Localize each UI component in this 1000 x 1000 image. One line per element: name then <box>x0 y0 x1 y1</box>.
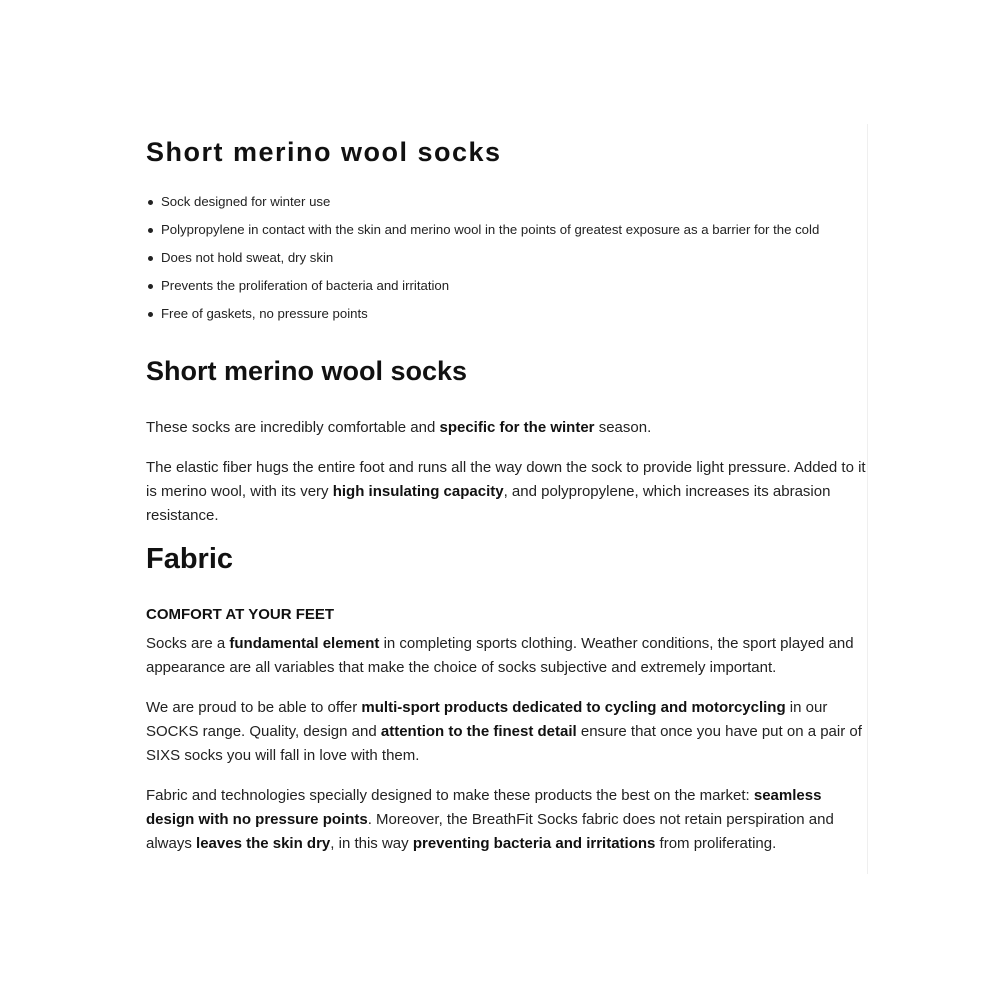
feature-text: Free of gaskets, no pressure points <box>161 306 368 321</box>
fabric-paragraph-1 <box>146 632 868 680</box>
emphasis-text: specific for the winter <box>439 419 595 436</box>
text-run: ensure that once you have put on a pair of SIXS socks you will fall in love with them. <box>146 723 862 764</box>
feature-item <box>146 190 819 218</box>
text-run: Socks are a <box>146 635 230 652</box>
section-heading-fabric: Fabric <box>146 543 234 575</box>
description-paragraph-2 <box>146 456 868 528</box>
text-run: , and polypropylene, which increases its abrasion resistance. <box>146 483 831 524</box>
section-heading-description: Short merino wool socks <box>146 356 468 386</box>
feature-item <box>146 246 819 274</box>
text-run: Fabric and technologies specially designed to make these products the best on the market: <box>146 787 754 804</box>
emphasis-text: high insulating capacity <box>332 483 504 500</box>
feature-list <box>146 190 819 330</box>
text-run: in our SOCKS range. Quality, design and <box>146 699 828 740</box>
feature-text: Does not hold sweat, dry skin <box>161 250 334 265</box>
emphasis-text: seamless design with no pressure points <box>146 787 822 828</box>
text-run: , in this way <box>330 835 413 852</box>
feature-item <box>146 302 819 330</box>
bullet-icon <box>148 284 153 289</box>
emphasis-text: attention to the finest detail <box>380 723 577 740</box>
text-run: The elastic fiber hugs the entire foot and runs all the way down the sock to provide light pressure. Added to it is merino wool, with its very <box>146 459 866 500</box>
bullet-icon <box>148 312 153 317</box>
emphasis-text: multi‑sport products dedicated to cycling and motorcycling <box>361 699 786 716</box>
page-title: Short merino wool socks <box>146 137 502 167</box>
text-run: . Moreover, the BreathFit Socks fabric does not retain perspiration and always <box>146 811 834 852</box>
product-description <box>146 124 868 874</box>
bullet-icon <box>148 200 153 205</box>
emphasis-text: leaves the skin dry <box>196 835 331 852</box>
fabric-subheading: COMFORT AT YOUR FEET <box>146 606 335 623</box>
emphasis-text: fundamental element <box>229 635 380 652</box>
feature-text: Sock designed for winter use <box>161 194 331 209</box>
text-run: We are proud to be able to offer <box>146 699 362 716</box>
description-paragraph-1 <box>146 416 868 440</box>
fabric-paragraph-3 <box>146 784 868 856</box>
feature-text: Prevents the proliferation of bacteria and irritation <box>161 278 450 293</box>
bullet-icon <box>148 228 153 233</box>
text-run: in completing sports clothing. Weather conditions, the sport played and appearance are all variables that make the choice of socks subjective and extremely important. <box>146 635 854 676</box>
bullet-icon <box>148 256 153 261</box>
emphasis-text: preventing bacteria and irritations <box>412 835 656 852</box>
feature-item <box>146 218 819 246</box>
text-run: These socks are incredibly comfortable and <box>146 419 440 436</box>
text-run: season. <box>594 419 652 436</box>
feature-text: Polypropylene in contact with the skin and merino wool in the points of greatest exposure as a barrier for the cold <box>161 222 820 237</box>
fabric-paragraph-2 <box>146 696 868 768</box>
feature-item <box>146 274 819 302</box>
text-run: from proliferating. <box>655 835 777 852</box>
